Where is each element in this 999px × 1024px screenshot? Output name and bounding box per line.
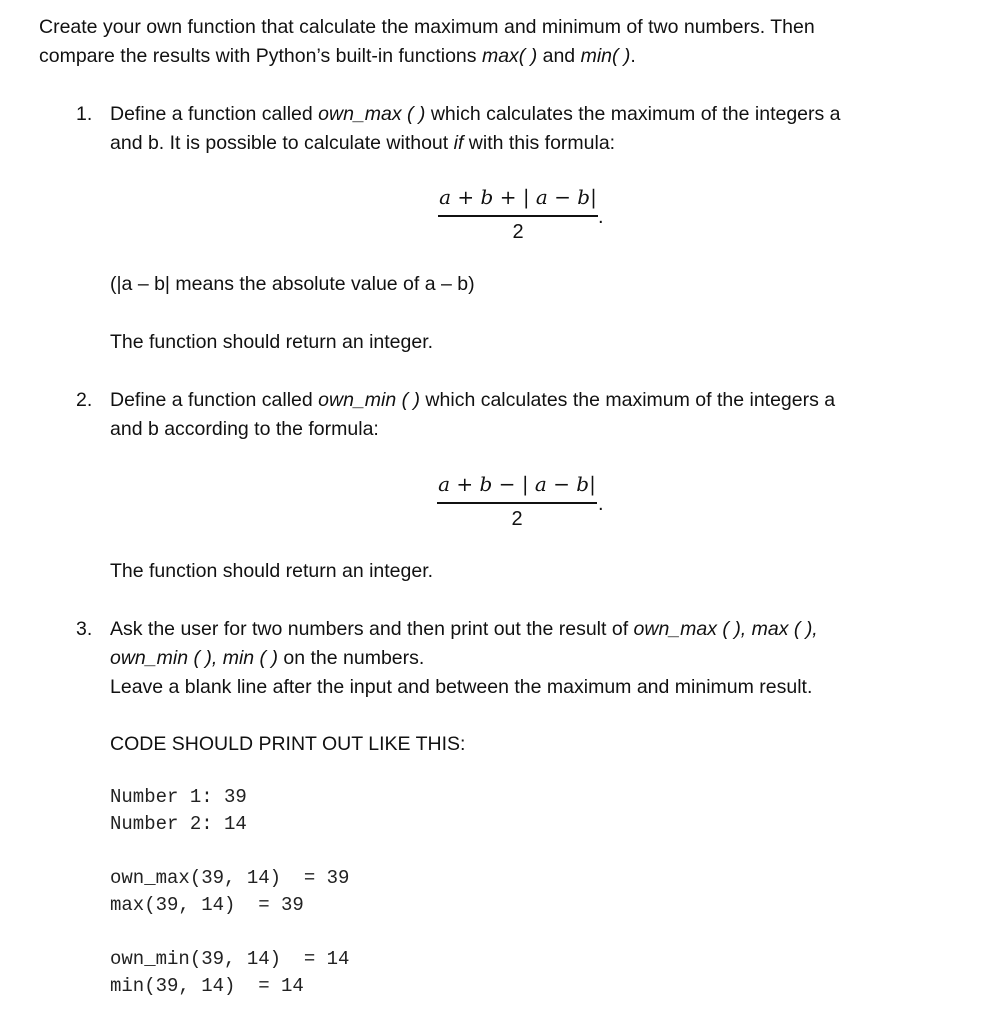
item-1-number: 1.	[76, 103, 93, 125]
sample-input-2: Number 2: 14	[110, 813, 247, 835]
max-formula-denominator: 2	[512, 220, 524, 243]
item-3-line-2: own_min ( ), min ( ) on the numbers.	[110, 647, 425, 669]
max-formula	[438, 183, 598, 245]
intro-line-2: compare the results with Python’s built-in functions max( ) and min( ).	[39, 45, 636, 67]
fraction-bar	[438, 215, 598, 217]
item-1-line-2: and b. It is possible to calculate without if with this formula:	[110, 132, 616, 154]
item-3-line-3: Leave a blank line after the input and between the maximum and minimum result.	[110, 676, 813, 698]
sample-own-max: own_max(39, 14) = 39	[110, 867, 350, 889]
sample-max: max(39, 14) = 39	[110, 894, 304, 916]
min-formula-period: .	[598, 493, 604, 515]
sample-min: min(39, 14) = 14	[110, 975, 304, 997]
item-1-returns: The function should return an integer.	[110, 331, 434, 353]
max-function-ref: max( )	[481, 45, 538, 67]
sample-input-1: Number 1: 39	[110, 786, 247, 808]
min-formula-denominator: 2	[511, 507, 523, 530]
item-3-line-1: Ask the user for two numbers and then print out the result of own_max ( ), max ( ),	[110, 618, 818, 640]
output-heading: CODE SHOULD PRINT OUT LIKE THIS:	[110, 733, 466, 755]
intro-line-1: Create your own function that calculate the maximum and minimum of two numbers. Then	[39, 16, 815, 38]
min-formula-numerator: a + b − | a − b|	[438, 472, 596, 496]
absolute-value-note: (|a – b| means the absolute value of a – b)	[110, 273, 475, 295]
own-min-function-ref: own_min ( )	[318, 389, 421, 411]
own-max-function-ref: own_max ( )	[318, 103, 426, 125]
max-formula-period: .	[598, 206, 604, 228]
item-2-number: 2.	[76, 389, 93, 411]
min-function-ref: min( )	[580, 45, 631, 67]
fraction-bar	[437, 502, 597, 504]
max-formula-numerator: a + b + | a − b|	[439, 185, 597, 209]
sample-own-min: own_min(39, 14) = 14	[110, 948, 350, 970]
min-formula	[437, 470, 597, 532]
item-2-line-1: Define a function called own_min ( ) which calculates the maximum of the integers a	[110, 389, 836, 411]
item-2-returns: The function should return an integer.	[110, 560, 434, 582]
item-3-number: 3.	[76, 618, 93, 640]
item-2-line-2: and b according to the formula:	[110, 418, 379, 440]
item-1-line-1: Define a function called own_max ( ) which calculates the maximum of the integers a	[110, 103, 841, 125]
